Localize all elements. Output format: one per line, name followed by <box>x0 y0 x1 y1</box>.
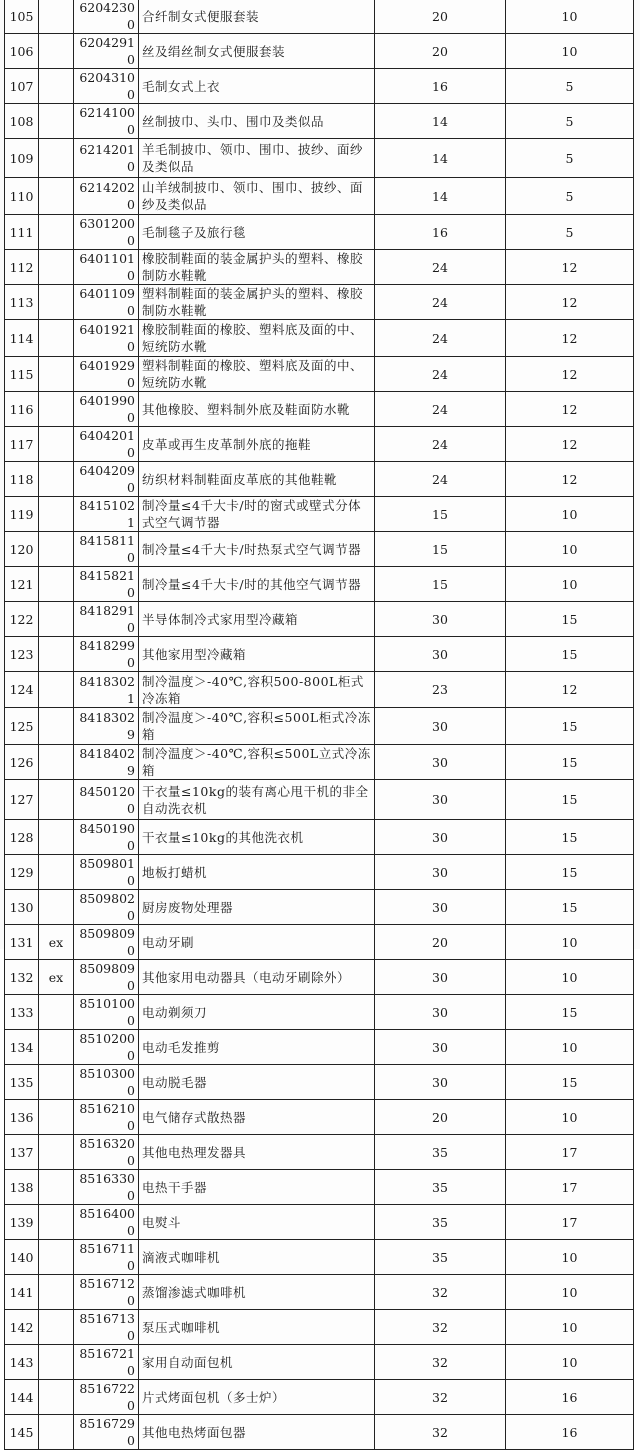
table-row <box>5 708 634 745</box>
mfn-rate-cell: 32 <box>375 1415 506 1450</box>
provisional-rate-cell: 15 <box>506 708 634 745</box>
table-row <box>5 0 634 34</box>
mfn-rate-cell: 32 <box>375 1310 506 1345</box>
row-number-cell: 123 <box>5 637 39 672</box>
ex-marker-cell <box>39 1170 74 1205</box>
mfn-rate-cell: 24 <box>375 357 506 392</box>
provisional-rate-cell: 15 <box>506 602 634 637</box>
table-row <box>5 960 634 995</box>
row-number-cell: 131 <box>5 925 39 960</box>
ex-marker-cell <box>39 780 74 820</box>
tariff-code-cell: 85102000 <box>74 1030 139 1065</box>
provisional-rate-cell: 16 <box>506 1380 634 1415</box>
ex-marker-cell <box>39 104 74 139</box>
tariff-code-cell: 85164000 <box>74 1205 139 1240</box>
provisional-rate-cell: 15 <box>506 855 634 890</box>
product-description-cell: 电熨斗 <box>139 1205 375 1240</box>
table-row <box>5 602 634 637</box>
product-description-cell: 其他电热烤面包器 <box>139 1415 375 1450</box>
tariff-code-cell: 85163300 <box>74 1170 139 1205</box>
product-description-cell: 干衣量≤10kg的装有离心甩干机的非全自动洗衣机 <box>139 780 375 820</box>
table-row <box>5 1170 634 1205</box>
table-row <box>5 1345 634 1380</box>
provisional-rate-cell: 5 <box>506 69 634 104</box>
tariff-code-cell: 84501200 <box>74 780 139 820</box>
tariff-code-cell: 85167110 <box>74 1240 139 1275</box>
table-row <box>5 855 634 890</box>
tariff-code-cell: 84183029 <box>74 708 139 745</box>
tariff-code-cell: 85098090 <box>74 925 139 960</box>
mfn-rate-cell: 14 <box>375 139 506 178</box>
ex-marker-cell <box>39 1135 74 1170</box>
provisional-rate-cell: 17 <box>506 1170 634 1205</box>
product-description-cell: 滴液式咖啡机 <box>139 1240 375 1275</box>
mfn-rate-cell: 35 <box>375 1240 506 1275</box>
ex-marker-cell <box>39 69 74 104</box>
row-number-cell: 140 <box>5 1240 39 1275</box>
tariff-code-cell: 64011010 <box>74 250 139 285</box>
provisional-rate-cell: 10 <box>506 1100 634 1135</box>
tariff-code-cell: 64019210 <box>74 320 139 357</box>
table-row <box>5 1380 634 1415</box>
product-description-cell: 其他家用型冷藏箱 <box>139 637 375 672</box>
row-number-cell: 124 <box>5 672 39 708</box>
provisional-rate-cell: 5 <box>506 178 634 215</box>
row-number-cell: 142 <box>5 1310 39 1345</box>
ex-marker-cell <box>39 1030 74 1065</box>
product-description-cell: 泵压式咖啡机 <box>139 1310 375 1345</box>
provisional-rate-cell: 15 <box>506 745 634 780</box>
row-number-cell: 115 <box>5 357 39 392</box>
tariff-code-cell: 84158110 <box>74 532 139 567</box>
product-description-cell: 制冷温度＞-40℃,容积≤500L柜式冷冻箱 <box>139 708 375 745</box>
row-number-cell: 121 <box>5 567 39 602</box>
provisional-rate-cell: 10 <box>506 1345 634 1380</box>
tariff-code-cell: 63012000 <box>74 215 139 250</box>
provisional-rate-cell: 10 <box>506 1030 634 1065</box>
table-row <box>5 1030 634 1065</box>
row-number-cell: 111 <box>5 215 39 250</box>
product-description-cell: 皮革或再生皮革制外底的拖鞋 <box>139 427 375 462</box>
tariff-code-cell: 84182910 <box>74 602 139 637</box>
row-number-cell: 130 <box>5 890 39 925</box>
provisional-rate-cell: 5 <box>506 104 634 139</box>
table-row <box>5 672 634 708</box>
provisional-rate-cell: 10 <box>506 960 634 995</box>
mfn-rate-cell: 30 <box>375 995 506 1030</box>
row-number-cell: 122 <box>5 602 39 637</box>
ex-marker-cell <box>39 1345 74 1380</box>
row-number-cell: 110 <box>5 178 39 215</box>
provisional-rate-cell: 10 <box>506 567 634 602</box>
row-number-cell: 109 <box>5 139 39 178</box>
mfn-rate-cell: 30 <box>375 1065 506 1100</box>
row-number-cell: 108 <box>5 104 39 139</box>
ex-marker-cell <box>39 1205 74 1240</box>
table-row <box>5 1065 634 1100</box>
provisional-rate-cell: 16 <box>506 1415 634 1450</box>
tariff-code-cell: 84151021 <box>74 497 139 532</box>
mfn-rate-cell: 32 <box>375 1275 506 1310</box>
tariff-code-cell: 62042910 <box>74 34 139 69</box>
row-number-cell: 112 <box>5 250 39 285</box>
product-description-cell: 制冷温度＞-40℃,容积500-800L柜式冷冻箱 <box>139 672 375 708</box>
row-number-cell: 143 <box>5 1345 39 1380</box>
table-row <box>5 995 634 1030</box>
ex-marker-cell: ex <box>39 960 74 995</box>
table-row <box>5 215 634 250</box>
provisional-rate-cell: 10 <box>506 532 634 567</box>
ex-marker-cell <box>39 637 74 672</box>
row-number-cell: 144 <box>5 1380 39 1415</box>
mfn-rate-cell: 24 <box>375 392 506 427</box>
ex-marker-cell <box>39 1275 74 1310</box>
tariff-code-cell: 84501900 <box>74 820 139 855</box>
mfn-rate-cell: 35 <box>375 1135 506 1170</box>
row-number-cell: 105 <box>5 0 39 34</box>
provisional-rate-cell: 17 <box>506 1135 634 1170</box>
ex-marker-cell <box>39 497 74 532</box>
product-description-cell: 电动剃须刀 <box>139 995 375 1030</box>
row-number-cell: 116 <box>5 392 39 427</box>
tariff-code-cell: 85098010 <box>74 855 139 890</box>
table-row <box>5 320 634 357</box>
provisional-rate-cell: 10 <box>506 1275 634 1310</box>
row-number-cell: 125 <box>5 708 39 745</box>
product-description-cell: 厨房废物处理器 <box>139 890 375 925</box>
tariff-code-cell: 85163200 <box>74 1135 139 1170</box>
product-description-cell: 羊毛制披巾、领巾、围巾、披纱、面纱及类似品 <box>139 139 375 178</box>
tariff-code-cell: 85098090 <box>74 960 139 995</box>
product-description-cell: 电气储存式散热器 <box>139 1100 375 1135</box>
product-description-cell: 合纤制女式便服套装 <box>139 0 375 34</box>
provisional-rate-cell: 12 <box>506 462 634 497</box>
provisional-rate-cell: 10 <box>506 0 634 34</box>
table-row <box>5 139 634 178</box>
row-number-cell: 113 <box>5 285 39 320</box>
mfn-rate-cell: 15 <box>375 532 506 567</box>
tariff-code-cell: 62042300 <box>74 0 139 34</box>
table-row <box>5 104 634 139</box>
row-number-cell: 118 <box>5 462 39 497</box>
ex-marker-cell <box>39 602 74 637</box>
ex-marker-cell <box>39 139 74 178</box>
table-row <box>5 1205 634 1240</box>
tariff-code-cell: 62043100 <box>74 69 139 104</box>
product-description-cell: 制冷温度＞-40℃,容积≤500L立式冷冻箱 <box>139 745 375 780</box>
table-row <box>5 427 634 462</box>
tariff-code-cell: 85162100 <box>74 1100 139 1135</box>
product-description-cell: 橡胶制鞋面的装金属护头的塑料、橡胶制防水鞋靴 <box>139 250 375 285</box>
table-row <box>5 69 634 104</box>
tariff-code-cell: 62142010 <box>74 139 139 178</box>
product-description-cell: 塑料制鞋面的装金属护头的塑料、橡胶制防水鞋靴 <box>139 285 375 320</box>
row-number-cell: 114 <box>5 320 39 357</box>
mfn-rate-cell: 24 <box>375 285 506 320</box>
tariff-code-cell: 64042010 <box>74 427 139 462</box>
tariff-code-cell: 64042090 <box>74 462 139 497</box>
provisional-rate-cell: 17 <box>506 1205 634 1240</box>
ex-marker-cell <box>39 357 74 392</box>
ex-marker-cell <box>39 532 74 567</box>
tariff-code-cell: 84183021 <box>74 672 139 708</box>
product-description-cell: 其他电热理发器具 <box>139 1135 375 1170</box>
ex-marker-cell <box>39 1065 74 1100</box>
tariff-code-cell: 85167120 <box>74 1275 139 1310</box>
ex-marker-cell <box>39 427 74 462</box>
row-number-cell: 120 <box>5 532 39 567</box>
table-row <box>5 285 634 320</box>
table-row <box>5 567 634 602</box>
product-description-cell: 毛制女式上衣 <box>139 69 375 104</box>
provisional-rate-cell: 10 <box>506 1310 634 1345</box>
product-description-cell: 橡胶制鞋面的橡胶、塑料底及面的中、短统防水靴 <box>139 320 375 357</box>
tariff-code-cell: 64019900 <box>74 392 139 427</box>
row-number-cell: 135 <box>5 1065 39 1100</box>
ex-marker-cell <box>39 567 74 602</box>
mfn-rate-cell: 23 <box>375 672 506 708</box>
mfn-rate-cell: 20 <box>375 0 506 34</box>
ex-marker-cell <box>39 820 74 855</box>
product-description-cell: 制冷量≤4千大卡/时的窗式或壁式分体式空气调节器 <box>139 497 375 532</box>
product-description-cell: 制冷量≤4千大卡/时的其他空气调节器 <box>139 567 375 602</box>
table-row <box>5 890 634 925</box>
ex-marker-cell <box>39 745 74 780</box>
mfn-rate-cell: 30 <box>375 855 506 890</box>
ex-marker-cell <box>39 215 74 250</box>
mfn-rate-cell: 24 <box>375 250 506 285</box>
product-description-cell: 其他家用电动器具（电动牙刷除外） <box>139 960 375 995</box>
mfn-rate-cell: 20 <box>375 34 506 69</box>
ex-marker-cell <box>39 462 74 497</box>
product-description-cell: 纺织材料制鞋面皮革底的其他鞋靴 <box>139 462 375 497</box>
tariff-code-cell: 85167130 <box>74 1310 139 1345</box>
row-number-cell: 145 <box>5 1415 39 1450</box>
product-description-cell: 家用自动面包机 <box>139 1345 375 1380</box>
ex-marker-cell <box>39 250 74 285</box>
row-number-cell: 119 <box>5 497 39 532</box>
table-row <box>5 34 634 69</box>
provisional-rate-cell: 12 <box>506 392 634 427</box>
product-description-cell: 半导体制冷式家用型冷藏箱 <box>139 602 375 637</box>
provisional-rate-cell: 15 <box>506 637 634 672</box>
mfn-rate-cell: 20 <box>375 1100 506 1135</box>
mfn-rate-cell: 32 <box>375 1380 506 1415</box>
product-description-cell: 片式烤面包机（多士炉） <box>139 1380 375 1415</box>
provisional-rate-cell: 12 <box>506 320 634 357</box>
ex-marker-cell <box>39 890 74 925</box>
mfn-rate-cell: 24 <box>375 320 506 357</box>
tariff-code-cell: 85098020 <box>74 890 139 925</box>
mfn-rate-cell: 35 <box>375 1170 506 1205</box>
row-number-cell: 139 <box>5 1205 39 1240</box>
mfn-rate-cell: 15 <box>375 567 506 602</box>
product-description-cell: 干衣量≤10kg的其他洗衣机 <box>139 820 375 855</box>
mfn-rate-cell: 14 <box>375 104 506 139</box>
provisional-rate-cell: 12 <box>506 285 634 320</box>
table-row <box>5 745 634 780</box>
product-description-cell: 地板打蜡机 <box>139 855 375 890</box>
mfn-rate-cell: 16 <box>375 215 506 250</box>
row-number-cell: 126 <box>5 745 39 780</box>
ex-marker-cell <box>39 672 74 708</box>
table-row <box>5 1240 634 1275</box>
mfn-rate-cell: 30 <box>375 890 506 925</box>
table-row <box>5 178 634 215</box>
row-number-cell: 107 <box>5 69 39 104</box>
mfn-rate-cell: 35 <box>375 1205 506 1240</box>
mfn-rate-cell: 30 <box>375 602 506 637</box>
mfn-rate-cell: 30 <box>375 637 506 672</box>
row-number-cell: 138 <box>5 1170 39 1205</box>
ex-marker-cell <box>39 320 74 357</box>
ex-marker-cell <box>39 855 74 890</box>
ex-marker-cell: ex <box>39 925 74 960</box>
table-row <box>5 1100 634 1135</box>
tariff-code-cell: 85103000 <box>74 1065 139 1100</box>
provisional-rate-cell: 5 <box>506 139 634 178</box>
tariff-code-cell: 62141000 <box>74 104 139 139</box>
table-row <box>5 820 634 855</box>
tariff-code-cell: 85101000 <box>74 995 139 1030</box>
table-row <box>5 925 634 960</box>
product-description-cell: 其他橡胶、塑料制外底及鞋面防水靴 <box>139 392 375 427</box>
tariff-table <box>4 0 634 1450</box>
provisional-rate-cell: 10 <box>506 925 634 960</box>
ex-marker-cell <box>39 1380 74 1415</box>
provisional-rate-cell: 12 <box>506 357 634 392</box>
table-row <box>5 1275 634 1310</box>
provisional-rate-cell: 12 <box>506 250 634 285</box>
table-row <box>5 532 634 567</box>
tariff-code-cell: 85167220 <box>74 1380 139 1415</box>
mfn-rate-cell: 30 <box>375 745 506 780</box>
mfn-rate-cell: 30 <box>375 960 506 995</box>
row-number-cell: 127 <box>5 780 39 820</box>
ex-marker-cell <box>39 392 74 427</box>
table-row <box>5 1135 634 1170</box>
product-description-cell: 塑料制鞋面的橡胶、塑料底及面的中、短统防水靴 <box>139 357 375 392</box>
table-row <box>5 1310 634 1345</box>
provisional-rate-cell: 15 <box>506 995 634 1030</box>
tariff-code-cell: 85167290 <box>74 1415 139 1450</box>
table-row <box>5 497 634 532</box>
provisional-rate-cell: 15 <box>506 780 634 820</box>
product-description-cell: 电动脱毛器 <box>139 1065 375 1100</box>
table-row <box>5 392 634 427</box>
product-description-cell: 电热干手器 <box>139 1170 375 1205</box>
ex-marker-cell <box>39 0 74 34</box>
ex-marker-cell <box>39 1240 74 1275</box>
table-row <box>5 250 634 285</box>
row-number-cell: 129 <box>5 855 39 890</box>
ex-marker-cell <box>39 995 74 1030</box>
provisional-rate-cell: 12 <box>506 672 634 708</box>
row-number-cell: 117 <box>5 427 39 462</box>
mfn-rate-cell: 14 <box>375 178 506 215</box>
ex-marker-cell <box>39 1415 74 1450</box>
row-number-cell: 106 <box>5 34 39 69</box>
tariff-table-body <box>5 0 634 1450</box>
table-row <box>5 637 634 672</box>
ex-marker-cell <box>39 1100 74 1135</box>
mfn-rate-cell: 15 <box>375 497 506 532</box>
provisional-rate-cell: 10 <box>506 1240 634 1275</box>
provisional-rate-cell: 12 <box>506 427 634 462</box>
row-number-cell: 137 <box>5 1135 39 1170</box>
mfn-rate-cell: 30 <box>375 780 506 820</box>
product-description-cell: 电动牙刷 <box>139 925 375 960</box>
mfn-rate-cell: 16 <box>375 69 506 104</box>
provisional-rate-cell: 10 <box>506 34 634 69</box>
table-row <box>5 357 634 392</box>
mfn-rate-cell: 30 <box>375 1030 506 1065</box>
product-description-cell: 毛制毯子及旅行毯 <box>139 215 375 250</box>
product-description-cell: 制冷量≤4千大卡/时热泵式空气调节器 <box>139 532 375 567</box>
table-row <box>5 462 634 497</box>
product-description-cell: 电动毛发推剪 <box>139 1030 375 1065</box>
table-row <box>5 780 634 820</box>
tariff-code-cell: 85167210 <box>74 1345 139 1380</box>
tariff-code-cell: 64011090 <box>74 285 139 320</box>
provisional-rate-cell: 15 <box>506 820 634 855</box>
mfn-rate-cell: 30 <box>375 820 506 855</box>
ex-marker-cell <box>39 1310 74 1345</box>
product-description-cell: 丝及绢丝制女式便服套装 <box>139 34 375 69</box>
mfn-rate-cell: 24 <box>375 427 506 462</box>
ex-marker-cell <box>39 34 74 69</box>
tariff-code-cell: 64019290 <box>74 357 139 392</box>
tariff-code-cell: 84184029 <box>74 745 139 780</box>
tariff-code-cell: 84158210 <box>74 567 139 602</box>
product-description-cell: 蒸馏渗滤式咖啡机 <box>139 1275 375 1310</box>
row-number-cell: 141 <box>5 1275 39 1310</box>
product-description-cell: 山羊绒制披巾、领巾、围巾、披纱、面纱及类似品 <box>139 178 375 215</box>
provisional-rate-cell: 10 <box>506 497 634 532</box>
row-number-cell: 136 <box>5 1100 39 1135</box>
row-number-cell: 133 <box>5 995 39 1030</box>
mfn-rate-cell: 20 <box>375 925 506 960</box>
row-number-cell: 128 <box>5 820 39 855</box>
row-number-cell: 132 <box>5 960 39 995</box>
ex-marker-cell <box>39 178 74 215</box>
row-number-cell: 134 <box>5 1030 39 1065</box>
table-row <box>5 1415 634 1450</box>
provisional-rate-cell: 15 <box>506 1065 634 1100</box>
provisional-rate-cell: 5 <box>506 215 634 250</box>
ex-marker-cell <box>39 708 74 745</box>
ex-marker-cell <box>39 285 74 320</box>
mfn-rate-cell: 24 <box>375 462 506 497</box>
tariff-code-cell: 84182990 <box>74 637 139 672</box>
mfn-rate-cell: 32 <box>375 1345 506 1380</box>
provisional-rate-cell: 15 <box>506 890 634 925</box>
tariff-code-cell: 62142020 <box>74 178 139 215</box>
product-description-cell: 丝制披巾、头巾、围巾及类似品 <box>139 104 375 139</box>
mfn-rate-cell: 30 <box>375 708 506 745</box>
